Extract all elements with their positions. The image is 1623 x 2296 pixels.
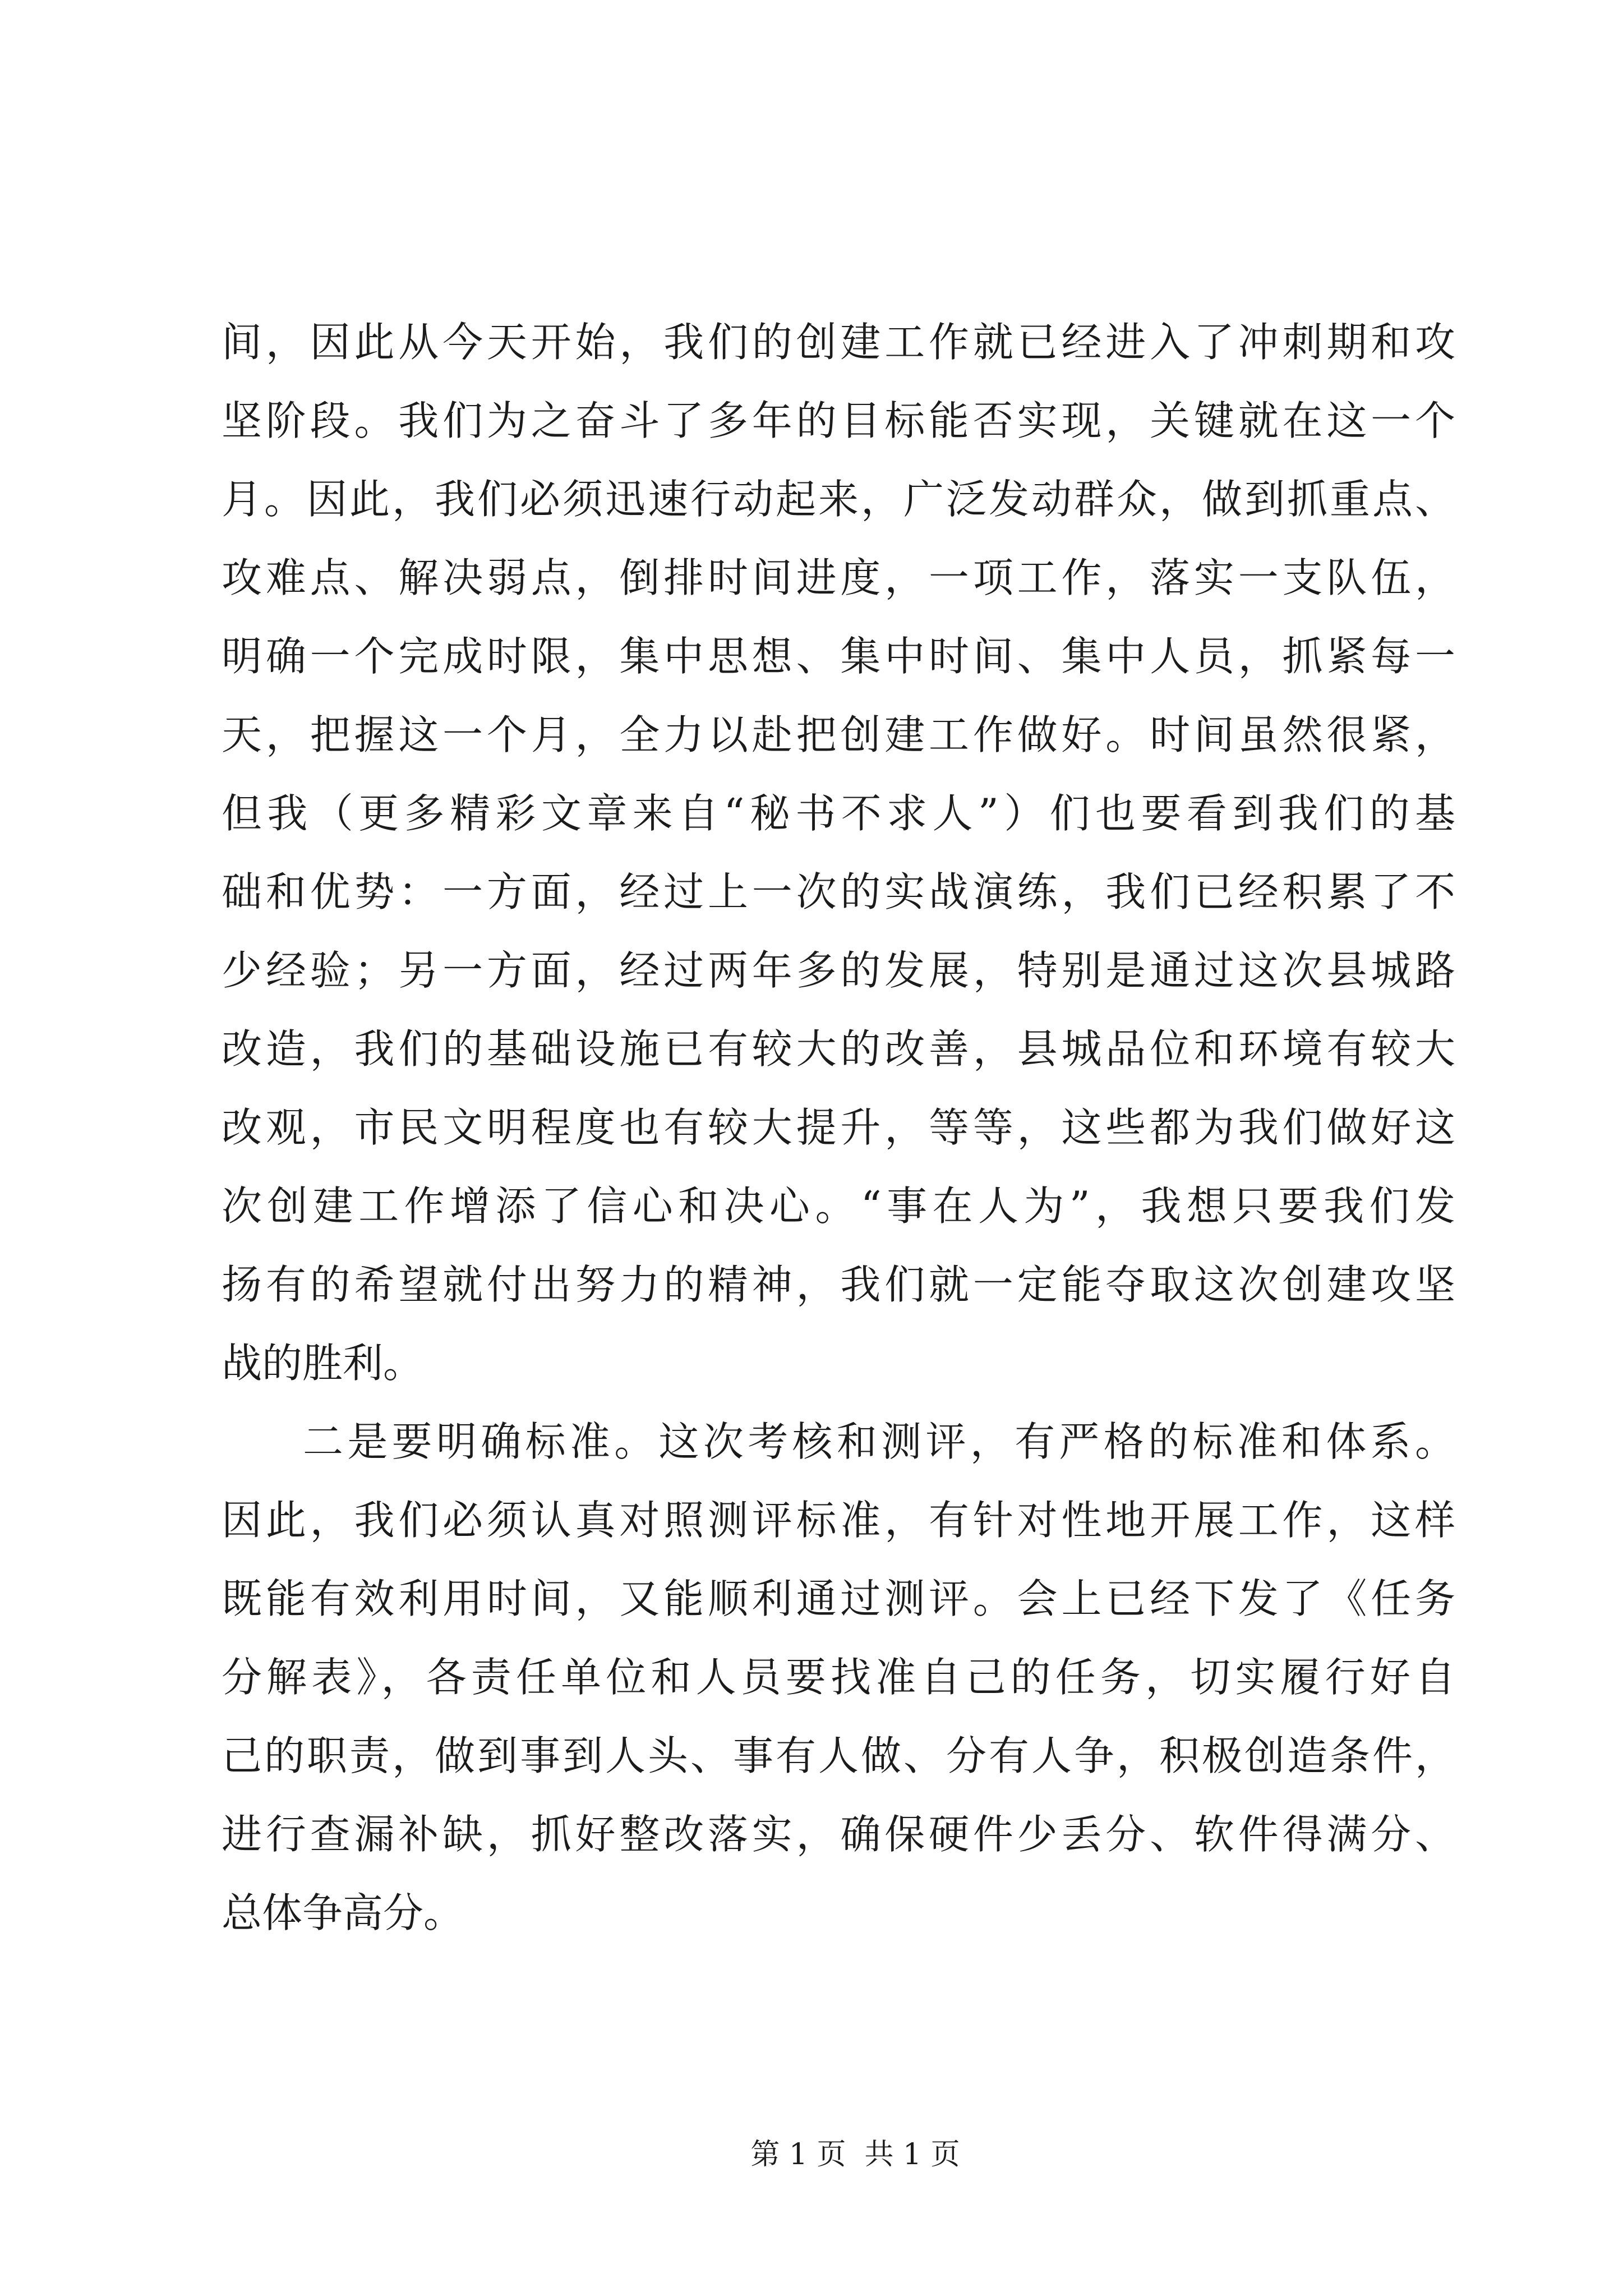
body-text-line: 少经验；另一方面，经过两年多的发展，特别是通过这次县城路 xyxy=(222,947,1455,994)
body-text-line: 己的职责，做到事到人头、事有人做、分有人争，积极创造条件， xyxy=(222,1732,1455,1779)
body-text-line: 但我（更多精彩文章来自“秘书不求人”）们也要看到我们的基 xyxy=(222,790,1455,837)
body-text-line: 间，因此从今天开始，我们的创建工作就已经进入了冲刺期和攻 xyxy=(222,319,1455,366)
body-text-line: 既能有效利用时间，又能顺利通过测评。会上已经下发了《任务 xyxy=(222,1575,1455,1622)
body-text-line: 改观，市民文明程度也有较大提升，等等，这些都为我们做好这 xyxy=(222,1104,1455,1151)
body-text-line: 因此，我们必须认真对照测评标准，有针对性地开展工作，这样 xyxy=(222,1497,1455,1544)
body-text-line: 改造，我们的基础设施已有较大的改善，县城品位和环境有较大 xyxy=(222,1025,1455,1073)
body-text-line: 础和优势：一方面，经过上一次的实战演练，我们已经积累了不 xyxy=(222,868,1455,915)
body-text-line: 明确一个完成时限，集中思想、集中时间、集中人员，抓紧每一 xyxy=(222,633,1455,680)
body-text-line: 进行查漏补缺，抓好整改落实，确保硬件少丢分、软件得满分、 xyxy=(222,1811,1455,1858)
body-text-line: 次创建工作增添了信心和决心。“事在人为”，我想只要我们发 xyxy=(222,1182,1455,1230)
paragraph xyxy=(222,303,1455,1402)
body-text-line: 总体争高分。 xyxy=(222,1889,464,1936)
body-text-line: 扬有的希望就付出努力的精神，我们就一定能夺取这次创建攻坚 xyxy=(222,1261,1455,1308)
body-text-line: 分解表》，各责任单位和人员要找准自己的任务，切实履行好自 xyxy=(222,1654,1455,1701)
body-text-line: 坚阶段。我们为之奋斗了多年的目标能否实现，关键就在这一个 xyxy=(222,397,1455,444)
page-footer: 第 1 页 共 1 页 xyxy=(750,2138,960,2171)
paragraph xyxy=(222,1402,1455,1952)
body-text-line: 月。因此，我们必须迅速行动起来，广泛发动群众，做到抓重点、 xyxy=(222,476,1455,523)
body-text-line: 战的胜利。 xyxy=(222,1340,424,1387)
body-text-line: 二是要明确标准。这次考核和测评，有严格的标准和体系。 xyxy=(303,1418,1455,1465)
document-body xyxy=(222,303,1455,1952)
body-text-line: 攻难点、解决弱点，倒排时间进度，一项工作，落实一支队伍， xyxy=(222,554,1455,601)
body-text-line: 天，把握这一个月，全力以赴把创建工作做好。时间虽然很紧， xyxy=(222,711,1455,758)
